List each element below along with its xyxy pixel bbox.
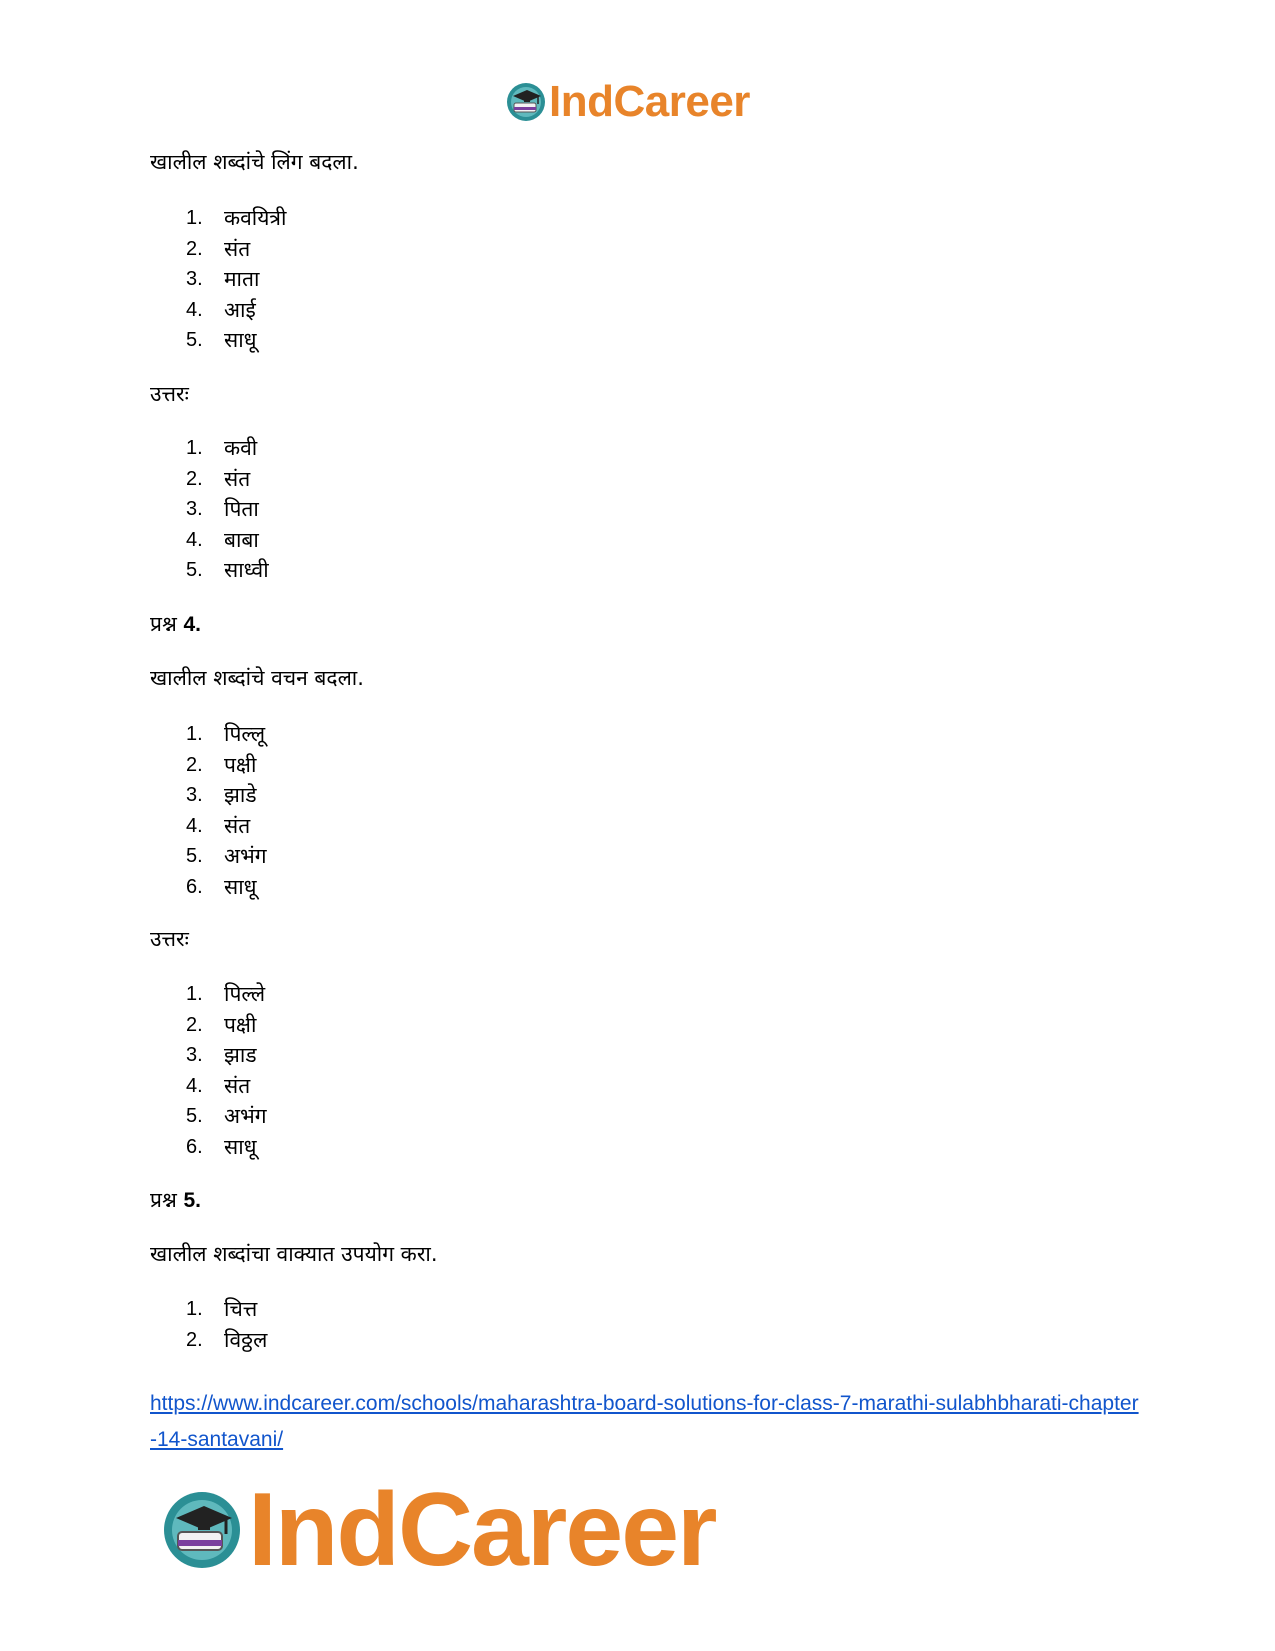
question-prefix: प्रश्न [150, 612, 177, 636]
indcareer-logo-footer [160, 1472, 716, 1588]
graduation-cap-book-icon [505, 81, 547, 123]
graduation-cap-book-icon [160, 1488, 244, 1572]
instruction-gender: खालील शब्दांचे लिंग बदला. [150, 150, 359, 174]
answer-label: उत्तरः [150, 382, 189, 406]
logo-wordmark: IndCareer [549, 77, 750, 126]
source-link[interactable]: https://www.indcareer.com/schools/maharashtra-board-solutions-for-class-7-marathi-sulabhbharati-chapter-14-santavani/ [150, 1392, 1139, 1451]
document-page: IndCareer खालील शब्दांचे लिंग बदला. 1. कवयित्री 2. संत 3. माता 4. आई 5. साधू उत्तरः 1. कवी 2. संत 3. पिता 4. बाबा 5. साध्वी प्रश्न 4. खालील शब्दांचे वचन बदला. 1. पिल्लू 2. पक्षी 3. झाडे 4. संत 5. अभंग 6. साधू उत्तरः 1. पिल्ले 2. पक्षी 3. झाड 4. संत 5. अभंग 6. साधू प्रश्न 5. खालील शब्दांचा वाक्यात उपयोग करा. 1. चित्त 2. विठ्ठल https://www.indcareer.com/schools/maharashtra-board-solutions-for-class-7-marathi-sulabhbharati-chapter-14-santavani/ IndCareer [150, 77, 1139, 1588]
instruction-number: खालील शब्दांचे वचन बदला. [150, 666, 364, 690]
question-5-heading [150, 1186, 201, 1215]
logo-wordmark: IndCareer [248, 1472, 716, 1588]
indcareer-logo-header [505, 77, 750, 126]
question-number: 5. [183, 1189, 201, 1212]
answer-label: उत्तरः [150, 927, 189, 951]
question-4-heading [150, 610, 201, 639]
instruction-sentence: खालील शब्दांचा वाक्यात उपयोग करा. [150, 1242, 438, 1266]
question-number: 4. [183, 613, 201, 636]
question-prefix: प्रश्न [150, 1188, 177, 1212]
